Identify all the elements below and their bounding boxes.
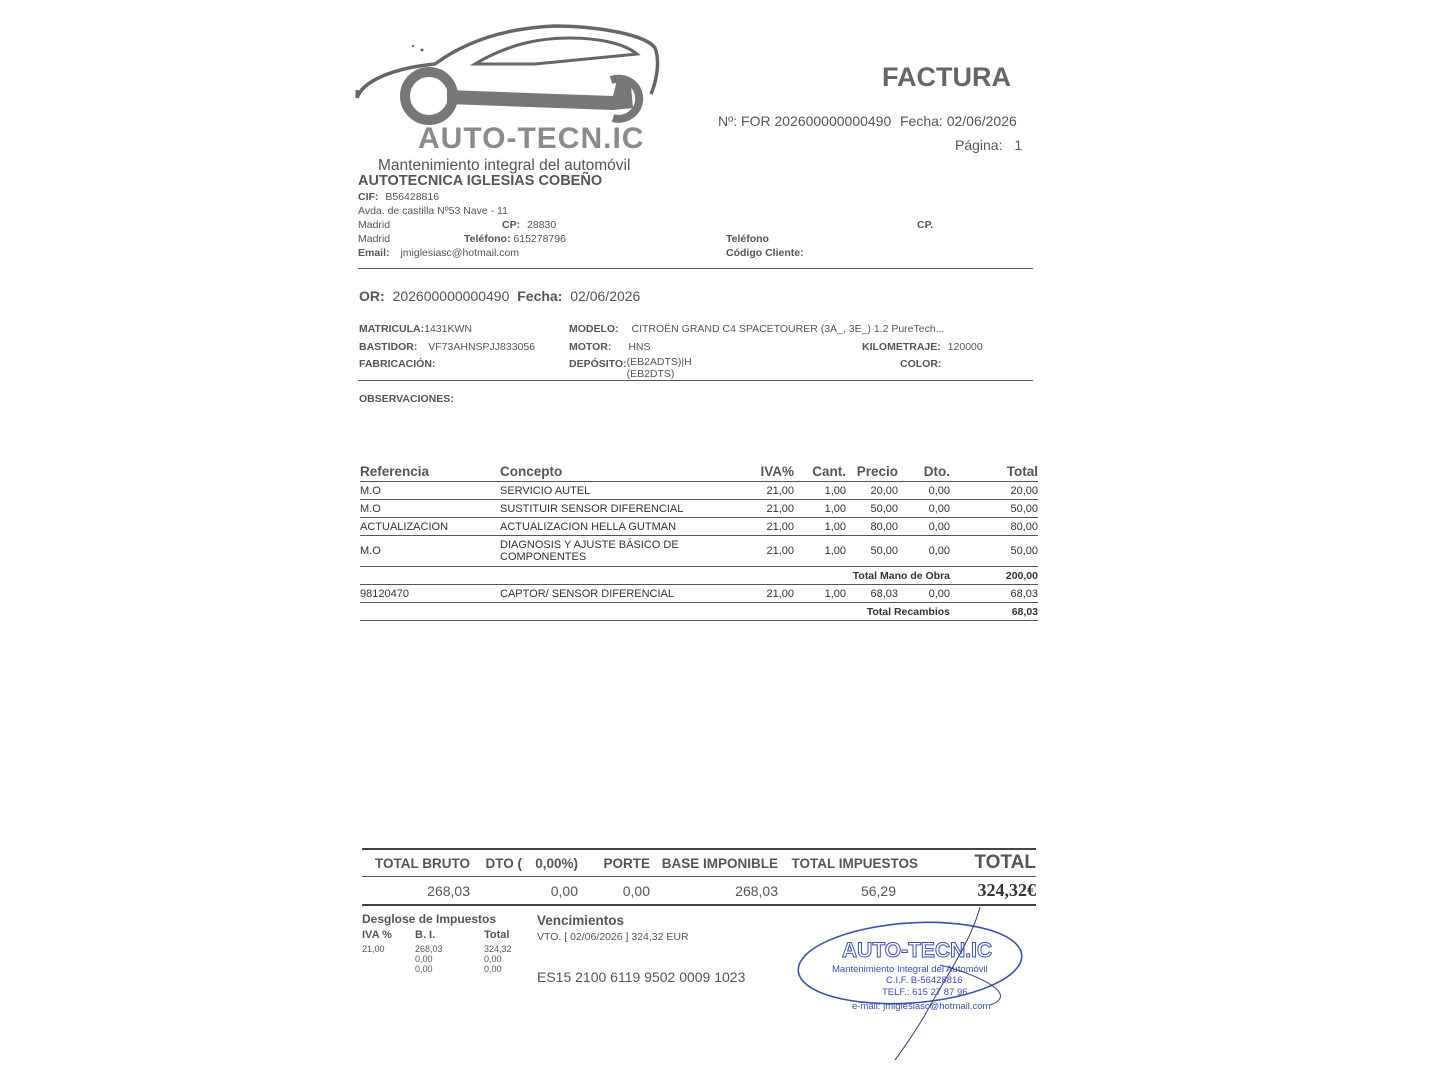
tax-breakdown-table bbox=[362, 928, 524, 974]
company-city: Madrid bbox=[358, 219, 391, 231]
deposit-value-2: (EB2DTS) bbox=[626, 368, 675, 380]
parts-total-label: Total Recambios bbox=[360, 603, 950, 621]
divider bbox=[358, 380, 1033, 381]
col-iva: IVA% bbox=[750, 462, 794, 482]
company-cp bbox=[502, 219, 556, 231]
tax-row bbox=[362, 942, 524, 974]
cell-concept: ACTUALIZACION HELLA GUTMAN bbox=[500, 518, 750, 536]
cell-qty: 1,00 bbox=[794, 518, 846, 536]
invoice-date bbox=[900, 113, 1017, 129]
cell-concept: SERVICIO AUTEL bbox=[500, 482, 750, 500]
or-date-label: Fecha: bbox=[517, 288, 563, 304]
divider bbox=[358, 268, 1033, 269]
plate-label: MATRICULA: bbox=[359, 323, 425, 335]
km-value: 120000 bbox=[947, 341, 983, 353]
table-row bbox=[360, 482, 1038, 500]
due-line: VTO. [ 02/06/2026 ] 324,32 EUR bbox=[537, 931, 689, 943]
cell-qty: 1,00 bbox=[794, 482, 846, 500]
km-label: KILOMETRAJE: bbox=[862, 341, 941, 353]
cell-price: 80,00 bbox=[846, 518, 898, 536]
cell-concept: CAPTOR/ SENSOR DIFERENCIAL bbox=[500, 585, 750, 603]
vehicle-deposit bbox=[569, 356, 692, 380]
dto-pct: 0,00%) bbox=[522, 849, 578, 877]
vehicle-model bbox=[569, 323, 944, 335]
client-cp-label: CP. bbox=[917, 219, 934, 231]
cell-dto: 0,00 bbox=[898, 482, 950, 500]
cell-iva: 21,00 bbox=[750, 482, 794, 500]
stamp-line-1: Mantenimiento Integral del Automóvil bbox=[832, 964, 988, 975]
vehicle-plate bbox=[359, 323, 472, 335]
cell-ref: ACTUALIZACION bbox=[360, 518, 500, 536]
stamp-line-3: TELF.: 615 27 87 96 bbox=[882, 987, 968, 998]
tax-bi-values bbox=[415, 942, 484, 974]
engine-value: HNS bbox=[628, 341, 651, 353]
labor-total-value: 200,00 bbox=[950, 567, 1038, 585]
cell-qty: 1,00 bbox=[794, 585, 846, 603]
cp-label: CP: bbox=[502, 219, 521, 231]
tax-col-iva: IVA % bbox=[362, 929, 392, 941]
page-label: Página: bbox=[955, 137, 1003, 153]
cell-iva: 21,00 bbox=[750, 500, 794, 518]
tax-col-total: Total bbox=[484, 929, 510, 941]
due-title: Vencimientos bbox=[537, 913, 625, 928]
phone-value: 615278796 bbox=[513, 233, 566, 245]
engine-label: MOTOR: bbox=[569, 341, 612, 353]
cell-dto: 0,00 bbox=[898, 585, 950, 603]
vehicle-chassis bbox=[359, 341, 535, 353]
cell-ref: 98120470 bbox=[360, 585, 500, 603]
cell-iva: 21,00 bbox=[750, 585, 794, 603]
porte-value: 0,00 bbox=[578, 877, 650, 906]
taxes-label: TOTAL IMPUESTOS bbox=[778, 849, 918, 877]
parts-subtotal-row bbox=[360, 603, 1038, 621]
parts-total-value: 68,03 bbox=[950, 603, 1038, 621]
cell-ref: M.O bbox=[360, 536, 500, 567]
or-date-value: 02/06/2026 bbox=[570, 288, 641, 304]
cell-concept: SUSTITUIR SENSOR DIFERENCIAL bbox=[500, 500, 750, 518]
stamp-name: AUTO-TECN.IC bbox=[842, 939, 993, 962]
gross-label: TOTAL BRUTO bbox=[362, 849, 470, 877]
chassis-value: VF73AHNSPJJ833056 bbox=[428, 341, 536, 353]
chassis-label: BASTIDOR: bbox=[359, 341, 418, 353]
cell-concept bbox=[500, 536, 750, 567]
cell-price: 50,00 bbox=[846, 500, 898, 518]
page-value: 1 bbox=[1014, 137, 1023, 153]
tax-total-value: 0,00 bbox=[484, 954, 502, 964]
invoice-date-label: Fecha: bbox=[900, 113, 943, 129]
or-label: OR: bbox=[359, 288, 385, 304]
col-price: Precio bbox=[846, 462, 898, 482]
total-label: TOTAL bbox=[918, 849, 1036, 877]
cell-total: 50,00 bbox=[950, 536, 1038, 567]
labor-subtotal-row bbox=[360, 567, 1038, 585]
tax-breakdown-title: Desglose de Impuestos bbox=[362, 912, 497, 926]
items-header-row bbox=[360, 462, 1038, 482]
col-total: Total bbox=[950, 462, 1038, 482]
company-stamp bbox=[790, 905, 1040, 1065]
or-value: 202600000000490 bbox=[392, 288, 510, 304]
tax-total-values bbox=[484, 942, 524, 974]
cell-dto: 0,00 bbox=[898, 536, 950, 567]
manufacture-label: FABRICACIÓN: bbox=[359, 358, 436, 370]
cell-total: 20,00 bbox=[950, 482, 1038, 500]
cif-label: CIF: bbox=[358, 191, 379, 203]
cell-dto: 0,00 bbox=[898, 500, 950, 518]
gross-value: 268,03 bbox=[362, 877, 470, 906]
model-value: CITROËN GRAND C4 SPACETOURER (3A_, 3E_) 1.2 PureTech... bbox=[631, 323, 945, 335]
tax-total-value: 324,32 bbox=[484, 944, 512, 954]
table-row bbox=[360, 500, 1038, 518]
page-number bbox=[955, 137, 1022, 153]
cif-value: B56428816 bbox=[385, 191, 440, 203]
table-row bbox=[360, 585, 1038, 603]
invoice-number-value: FOR 202600000000490 bbox=[741, 113, 892, 129]
totals-header-row bbox=[362, 849, 1036, 877]
invoice-number-label: Nº: bbox=[718, 113, 738, 129]
email-label: Email: bbox=[358, 247, 390, 259]
total-value: 324,32€ bbox=[918, 877, 1036, 906]
stamp-line-4: e-mail: jmiglesiasc@hotmail.com bbox=[852, 1001, 991, 1012]
or-line bbox=[359, 288, 640, 304]
model-label: MODELO: bbox=[569, 323, 619, 335]
taxes-value: 56,29 bbox=[778, 877, 918, 906]
col-qty: Cant. bbox=[794, 462, 846, 482]
logo-name: AUTO-TECN.IC bbox=[418, 122, 645, 155]
company-cif bbox=[358, 191, 439, 203]
company-email bbox=[358, 247, 519, 259]
plate-value: 1431KWN bbox=[424, 323, 472, 335]
company-address: Avda. de castilla Nº53 Nave - 11 bbox=[358, 205, 508, 217]
cell-concept-line-2: COMPONENTES bbox=[500, 551, 587, 563]
cell-total: 50,00 bbox=[950, 500, 1038, 518]
car-logo-icon bbox=[355, 20, 665, 180]
tax-bi-value: 268,03 bbox=[415, 944, 443, 954]
cell-ref: M.O bbox=[360, 482, 500, 500]
stamp-line-2: C.I.F. B-56428816 bbox=[886, 975, 963, 986]
dto-value: 0,00 bbox=[522, 877, 578, 906]
company-phone bbox=[464, 233, 566, 245]
tax-header-row bbox=[362, 928, 524, 942]
totals-table bbox=[362, 848, 1036, 906]
cell-total: 80,00 bbox=[950, 518, 1038, 536]
client-phone-label: Teléfono bbox=[726, 233, 769, 245]
client-code-label: Código Cliente: bbox=[726, 247, 804, 259]
email-value: jmiglesiasc@hotmail.com bbox=[400, 247, 520, 259]
cell-price: 20,00 bbox=[846, 482, 898, 500]
col-dto: Dto. bbox=[898, 462, 950, 482]
cell-concept-line-1: DIAGNOSIS Y AJUSTE BÁSICO DE bbox=[500, 539, 679, 551]
invoice-date-value: 02/06/2026 bbox=[946, 113, 1017, 129]
invoice-number bbox=[718, 113, 891, 129]
tax-col-bi: B. I. bbox=[415, 929, 436, 941]
logo-tagline: Mantenimiento integral del automóvil bbox=[378, 157, 631, 174]
table-row bbox=[360, 518, 1038, 536]
phone-label: Teléfono: bbox=[464, 233, 511, 245]
color-label: COLOR: bbox=[900, 358, 942, 370]
cell-price: 50,00 bbox=[846, 536, 898, 567]
col-concept: Concepto bbox=[500, 462, 750, 482]
tax-bi-value: 0,00 bbox=[415, 954, 433, 964]
deposit-value-1: (EB2ADTS)|H bbox=[626, 356, 692, 368]
porte-label: PORTE bbox=[578, 849, 650, 877]
client-code bbox=[726, 247, 804, 259]
tax-bi-value: 0,00 bbox=[415, 964, 433, 974]
col-ref: Referencia bbox=[360, 462, 500, 482]
cell-price: 68,03 bbox=[846, 585, 898, 603]
cell-ref: M.O bbox=[360, 500, 500, 518]
cell-iva: 21,00 bbox=[750, 536, 794, 567]
cell-qty: 1,00 bbox=[794, 500, 846, 518]
observations-label: OBSERVACIONES: bbox=[359, 393, 454, 405]
iban: ES15 2100 6119 9502 0009 1023 bbox=[537, 969, 746, 985]
cell-qty: 1,00 bbox=[794, 536, 846, 567]
company-name: AUTOTECNICA IGLESIAS COBEÑO bbox=[358, 173, 603, 189]
invoice-title: FACTURA bbox=[882, 62, 1011, 92]
table-row bbox=[360, 536, 1038, 567]
base-label: BASE IMPONIBLE bbox=[650, 849, 778, 877]
cp-value: 28830 bbox=[527, 219, 557, 231]
company-province: Madrid bbox=[358, 233, 391, 245]
tax-iva-value: 21,00 bbox=[362, 944, 385, 954]
cell-dto: 0,00 bbox=[898, 518, 950, 536]
tax-total-value: 0,00 bbox=[484, 964, 502, 974]
labor-total-label: Total Mano de Obra bbox=[360, 567, 950, 585]
cell-iva: 21,00 bbox=[750, 518, 794, 536]
items-table bbox=[360, 462, 1038, 621]
vehicle-engine bbox=[569, 341, 650, 353]
cell-total: 68,03 bbox=[950, 585, 1038, 603]
vehicle-km bbox=[862, 341, 983, 353]
dto-label: DTO ( bbox=[470, 849, 522, 877]
deposit-label: DEPÓSITO: bbox=[569, 358, 627, 370]
base-value: 268,03 bbox=[650, 877, 778, 906]
totals-values-row bbox=[362, 877, 1036, 906]
